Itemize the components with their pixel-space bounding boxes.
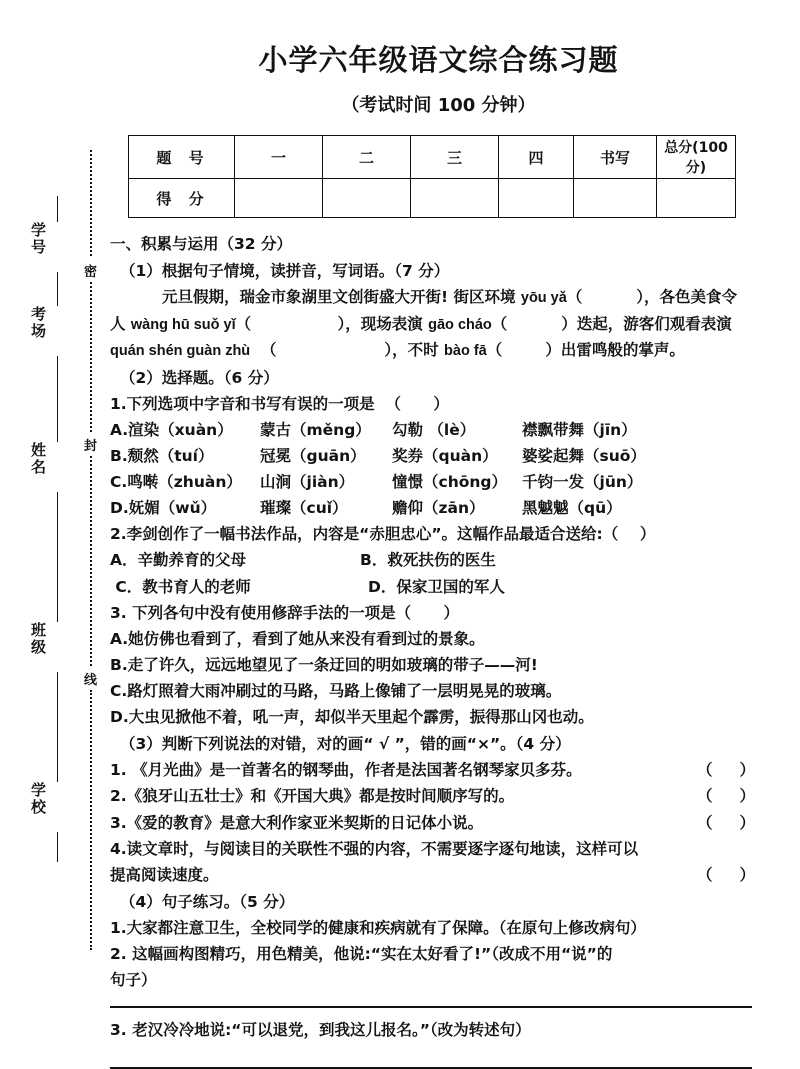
binding-margin — [0, 0, 105, 1064]
q1-c-word-1: C.鸣啭（zhuàn） — [110, 473, 242, 492]
table-row-scores — [129, 179, 736, 218]
margin-rule — [57, 272, 58, 306]
seal-line-segment — [90, 282, 92, 432]
margin-label-xingming: 姓名 — [29, 442, 47, 476]
true-false-item-4-text: 提高阅读速度。 — [110, 865, 219, 884]
q1-c-word-4: 千钧一发（jūn） — [522, 473, 643, 492]
q1-b-word-2: 冠冕（guān） — [260, 447, 366, 465]
pinyin-gaochao: gāo cháo — [428, 316, 492, 333]
true-false-item-1[interactable] — [110, 758, 775, 783]
score-cell-total[interactable] — [657, 179, 736, 218]
question-3-stem[interactable]: 3. 下列各句中没有使用修辞手法的一项是（ ） — [110, 603, 459, 622]
score-table-rowhead-number: 题 号 — [129, 136, 235, 179]
margin-label-xuehao: 学号 — [29, 222, 47, 256]
question-2-option-c[interactable]: C．教书育人的老师 — [110, 577, 251, 596]
score-table-col-2: 二 — [323, 136, 411, 179]
margin-label-kaochang: 考场 — [29, 306, 47, 340]
pinyin-passage-line1-blank[interactable]: （ ），各色美食令 — [566, 288, 738, 307]
sentence-practice-1[interactable]: 1.大家都注意卫生，全校同学的健康和疾病就有了保障。（在原句上修改病句） — [110, 918, 646, 937]
score-table — [128, 135, 736, 218]
margin-label-xuexiao: 学校 — [29, 782, 47, 816]
pinyin-wanghusuoyi: wàng hū suǒ yǐ — [130, 316, 236, 333]
question-1-stem[interactable]: 1.下列选项中字音和书写有误的一项是 （ ） — [110, 394, 449, 413]
margin-rule — [57, 492, 58, 622]
pinyin-passage-line3-blank-2[interactable]: （ ）出雷鸣般的掌声。 — [486, 341, 685, 360]
margin-rule — [57, 832, 58, 862]
question-3-option-b[interactable]: B.走了许久，远远地望见了一条迂回的明如玻璃的带子——河! — [110, 655, 538, 674]
seal-line-segment — [90, 456, 92, 666]
pinyin-passage-line1-text-a: 元旦假期，瑞金市象湖里文创街盛大开街! 街区环境 — [162, 288, 521, 307]
q1-d-word-3: 赡仰（zān） — [392, 499, 485, 518]
q1-b-word-4: 婆娑起舞（suō） — [522, 447, 646, 465]
section-1-part-3-heading: （3）判断下列说法的对错，对的画“ √ ”，错的画“×”。（4 分） — [120, 735, 571, 754]
score-cell-1[interactable] — [235, 179, 323, 218]
q1-a-word-1: A.渲染（xuàn） — [110, 420, 233, 439]
sentence-practice-2-line-1[interactable]: 2. 这幅画构图精巧，用色精美，他说:“实在太好看了!”（改成不用“说”的 — [110, 945, 613, 964]
score-cell-4[interactable] — [499, 179, 574, 218]
true-false-item-2-answer-box[interactable]: （ ） — [697, 787, 755, 806]
seal-line-segment — [90, 150, 92, 260]
question-1-option-d[interactable] — [110, 496, 775, 521]
section-1-heading: 一、积累与运用（32 分） — [110, 235, 292, 253]
question-2-options-row-1[interactable] — [110, 548, 775, 573]
question-2-option-b[interactable]: B．救死扶伤的医生 — [360, 551, 496, 570]
score-table-rowhead-score: 得 分 — [129, 179, 235, 218]
pinyin-youya: yōu yǎ — [520, 290, 567, 307]
score-cell-writing[interactable] — [574, 179, 657, 218]
score-table-col-3: 三 — [411, 136, 499, 179]
margin-label-banji: 班级 — [29, 622, 47, 656]
pinyin-passage-line2-text-a: 人 — [110, 314, 131, 333]
true-false-item-3[interactable] — [110, 811, 775, 836]
question-2-stem[interactable]: 2.李剑创作了一幅书法作品，内容是“赤胆忠心”。这幅作品最适合送给:（ ） — [110, 525, 656, 544]
q1-b-word-1: B.颓然（tuí） — [110, 447, 214, 465]
true-false-item-2-text: 2.《狼牙山五壮士》和《开国大典》都是按时间顺序写的。 — [110, 787, 515, 806]
q1-c-word-3: 憧憬（chōng） — [392, 473, 508, 492]
true-false-item-2[interactable] — [110, 784, 775, 809]
q1-d-word-2: 璀璨（cuǐ） — [260, 499, 348, 518]
margin-rule — [57, 672, 58, 782]
section-1-part-2-heading: （2）选择题。（6 分） — [120, 368, 279, 387]
pinyin-passage-line3-blank-1[interactable]: （ ），不时 — [250, 341, 445, 360]
q1-c-word-2: 山涧（jiàn） — [260, 473, 355, 492]
true-false-item-1-answer-box[interactable]: （ ） — [697, 761, 755, 780]
seal-char-mi: 密 — [82, 258, 99, 283]
score-table-col-writing: 书写 — [574, 136, 657, 179]
section-1-part-1-heading: （1）根据句子情境，读拼音，写词语。（7 分） — [120, 262, 450, 281]
pinyin-passage — [110, 285, 775, 363]
pinyin-passage-line2-blank-2[interactable]: （ ）迭起，游客们观看表演 — [491, 314, 732, 333]
section-1-part-4-heading: （4）句子练习。（5 分） — [120, 892, 295, 911]
seal-char-feng: 封 — [82, 432, 99, 457]
true-false-item-3-text: 3.《爱的教育》是意大利作家亚米契斯的日记体小说。 — [110, 813, 484, 832]
score-table-col-total: 总分(100分) — [657, 136, 736, 179]
true-false-item-3-answer-box[interactable]: （ ） — [697, 813, 755, 832]
question-2-options-row-2[interactable] — [110, 575, 775, 600]
margin-rule — [57, 356, 58, 442]
q1-d-word-4: 黑魆魆（qū） — [522, 499, 622, 518]
question-1-option-c[interactable] — [110, 470, 775, 495]
q1-b-word-3: 奖券（quàn） — [392, 447, 498, 465]
exam-duration-subtitle: （考试时间 100 分钟） — [341, 95, 536, 116]
seal-line-segment — [90, 690, 92, 950]
score-table-col-1: 一 — [235, 136, 323, 179]
true-false-item-4-line-2[interactable] — [110, 863, 775, 888]
question-3-option-a[interactable]: A.她仿佛也看到了，看到了她从来没有看到过的景象。 — [110, 629, 485, 648]
question-1-option-a[interactable] — [110, 418, 775, 443]
question-content — [110, 232, 775, 1069]
true-false-item-4-line-1[interactable]: 4.读文章时，与阅读目的关联性不强的内容，不需要逐字逐句地读，这样可以 — [110, 839, 639, 858]
q1-a-word-4: 襟飘带舞（jīn） — [522, 420, 637, 439]
score-table-col-4: 四 — [499, 136, 574, 179]
true-false-item-1-text: 1. 《月光曲》是一首著名的钢琴曲，作者是法国著名钢琴家贝多芬。 — [110, 761, 582, 780]
question-1-option-b[interactable] — [110, 444, 775, 469]
pinyin-passage-line2-blank-1[interactable]: （ ），现场表演 — [235, 314, 429, 333]
question-3-option-c[interactable]: C.路灯照着大雨冲刷过的马路，马路上像铺了一层明晃晃的玻璃。 — [110, 681, 562, 700]
question-2-option-d[interactable]: D．保家卫国的军人 — [368, 577, 505, 596]
page-title: 小学六年级语文综合练习题 — [258, 43, 619, 77]
q1-a-word-2: 蒙古（měng） — [260, 420, 371, 439]
score-cell-3[interactable] — [411, 179, 499, 218]
table-row-header — [129, 136, 736, 179]
pinyin-baofa: bào fā — [444, 343, 487, 360]
exam-paper — [110, 0, 775, 1064]
pinyin-quanshenguanzhu: quán shén guàn zhù — [110, 343, 251, 360]
score-cell-2[interactable] — [323, 179, 411, 218]
answer-line[interactable] — [110, 1006, 752, 1008]
sentence-practice-2-line-2[interactable]: 句子） — [110, 971, 157, 990]
true-false-item-4-answer-box[interactable]: （ ） — [697, 865, 755, 884]
sentence-practice-3[interactable]: 3. 老汉冷冷地说:“可以退党，到我这儿报名。”（改为转述句） — [110, 1021, 531, 1040]
question-3-option-d[interactable]: D.大虫见掀他不着，吼一声，却似半天里起个霹雳，振得那山冈也动。 — [110, 708, 594, 727]
seal-char-xian: 线 — [82, 666, 99, 691]
margin-rule — [57, 196, 58, 222]
q1-a-word-3: 勾勒 （lè） — [392, 420, 476, 439]
question-2-option-a[interactable]: A．辛勤养育的父母 — [110, 551, 246, 570]
q1-d-word-1: D.妩媚（wǔ） — [110, 499, 217, 518]
